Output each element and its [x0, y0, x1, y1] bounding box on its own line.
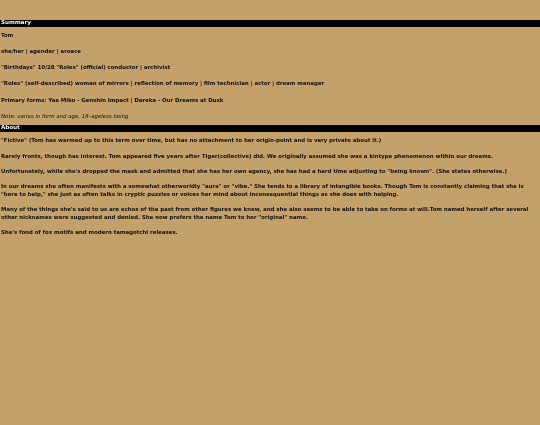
about-paragraph: Unfortunately, while she's dropped the mask and admitted that she has her own agency, she has had a hard time adjusting to "being known". (She states otherwise.) [1, 168, 507, 175]
summary-section [0, 20, 540, 121]
self-described-roles-line: "Roles" (self-described) woman of mirrors | reflection of memory | film technician | actor | dream manager [1, 81, 325, 88]
about-paragraph: She's fond of fox motifs and modern tamagotchi releases. [1, 229, 178, 236]
primary-forms-line: Primary forms: Yae Miko - Genshin Impact | Dareka - Our Dreams at Dusk [1, 97, 224, 104]
identity-line: she/her | agender | aroace [1, 49, 81, 56]
profile-name: Tom [1, 33, 14, 39]
about-paragraph: Many of the things she's said to us are echos of the past from other figures we knew, and she also seems to be able to take on forms at will.Tom named herself after several other nicknames were suggested and denied. She now prefers the name Tom to her "original" name. [1, 206, 529, 221]
about-paragraph: Rarely fronts, though has interest. Tom appeared five years after Tiger(collective) did. We originally assumed she was a kintype phenomenon within our dreams. [1, 153, 494, 160]
about-paragraph: In our dreams she often manifests with a somewhat otherworldly "aura" or "vibe." She tends to a library of intangible books. Though Tom is constantly claiming that she is "here to help," she just as often talks in cryptic puzzles or voices her mind about inconsequential things as she does with helping. [1, 183, 524, 198]
summary-header: Summary [0, 20, 540, 27]
about-paragraph: "Fictive" (Tom has warmed up to this term over time, but has no attachment to her origin-point and is very private about it.) [1, 138, 382, 145]
birthdays-roles-line: "Birthdays" 10/28 "Roles" (official) conductor | archivist [1, 65, 171, 72]
note-line: Note: varies in form and age, 18–ageless being [1, 113, 129, 120]
about-section [0, 125, 540, 237]
summary-body [0, 27, 540, 121]
about-header: About [0, 125, 540, 132]
about-body [0, 132, 540, 237]
